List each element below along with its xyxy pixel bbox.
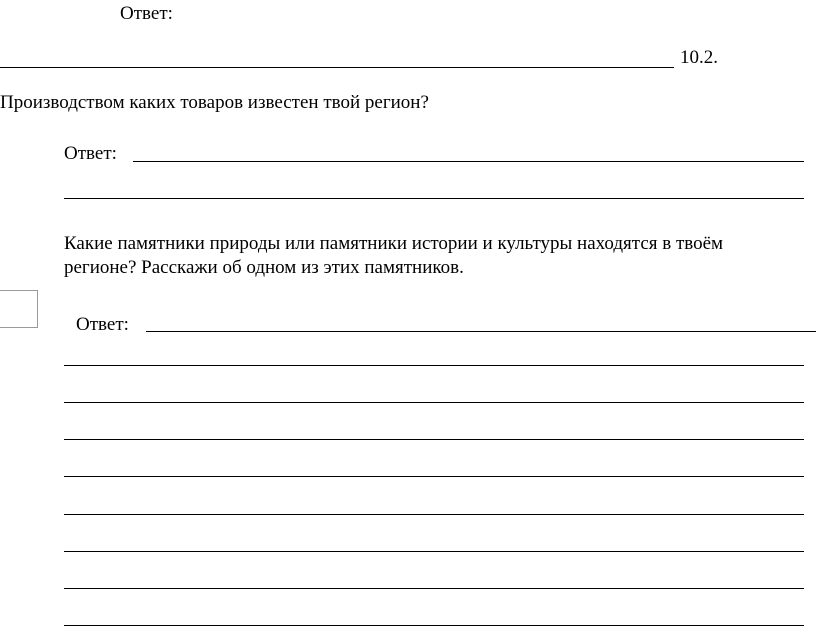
answer-line[interactable] <box>64 365 804 366</box>
answer-line[interactable] <box>64 514 804 515</box>
question-text: Производством каких товаров известен твой регион? <box>0 92 429 113</box>
score-box[interactable] <box>0 290 38 328</box>
answer-label: Ответ: <box>64 143 117 164</box>
answer-line[interactable] <box>64 476 804 477</box>
answer-line[interactable] <box>146 331 816 332</box>
answer-label: Ответ: <box>76 314 129 335</box>
answer-line[interactable] <box>64 402 804 403</box>
answer-line[interactable] <box>64 588 804 589</box>
top-answer-line[interactable] <box>0 67 674 68</box>
answer-line[interactable] <box>133 161 804 162</box>
question-number: 10.2. <box>680 47 718 68</box>
top-answer-label: Ответ: <box>120 3 173 24</box>
answer-line[interactable] <box>64 625 804 626</box>
answer-line[interactable] <box>64 551 804 552</box>
answer-line[interactable] <box>64 198 804 199</box>
question-text: регионе? Расскажи об одном из этих памятников. <box>64 257 464 278</box>
question-text: Какие памятники природы или памятники истории и культуры находятся в твоём <box>64 233 724 254</box>
answer-line[interactable] <box>64 439 804 440</box>
